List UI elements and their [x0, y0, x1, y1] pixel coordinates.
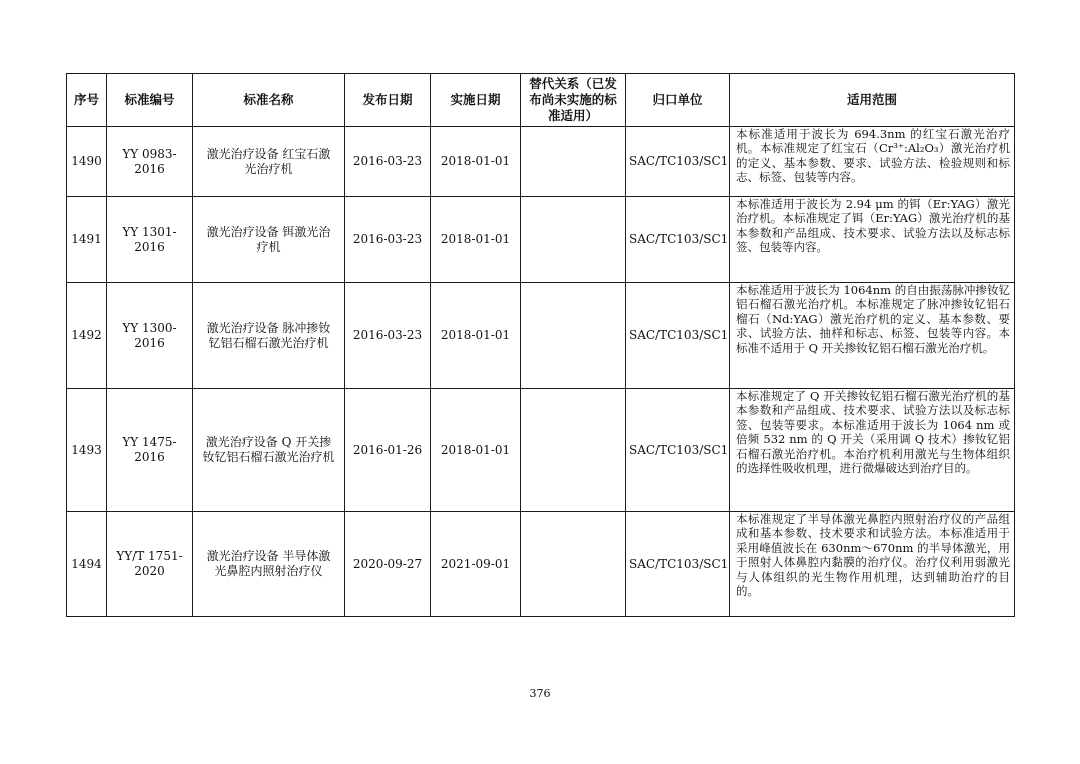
cell-scope: 本标准规定了半导体激光鼻腔内照射治疗仪的产品组成和基本参数、技术要求和试验方法。本标准适用于采用峰值波长在 630nm～670nm 的半导体激光，用于照射人体鼻腔内黏膜的治疗仪。治疗仪利用弱激光与人体组织的光生物作用机理，达到辅助治疗的目的。: [730, 512, 1015, 617]
cell-name: 激光治疗设备 脉冲掺钕钇铝石榴石激光治疗机: [193, 283, 345, 389]
table-row: [67, 283, 1015, 389]
cell-unit: SAC/TC103/SC1: [626, 389, 730, 512]
cell-effective: 2018-01-01: [431, 127, 521, 197]
cell-code: YY 1300-2016: [107, 283, 193, 389]
cell-unit: SAC/TC103/SC1: [626, 127, 730, 197]
table-row: [67, 389, 1015, 512]
cell-published: 2016-03-23: [345, 283, 431, 389]
cell-published: 2016-03-23: [345, 127, 431, 197]
cell-scope: 本标准规定了 Q 开关掺钕钇铝石榴石激光治疗机的基本参数和产品组成、技术要求、试验方法以及标志标签、包装等要求。本标准适用于波长为 1064 nm 或倍频 532 nm 的 Q 开关（采用调 Q 技术）掺钕钇铝石榴石激光治疗机。本治疗机利用激光与生物体组织的选择性吸收机理，进行微爆破达到治疗目的。: [730, 389, 1015, 512]
cell-replaces: [521, 127, 626, 197]
standards-table: [66, 73, 1015, 617]
cell-published: 2016-01-26: [345, 389, 431, 512]
table-header-row: [67, 74, 1015, 127]
cell-effective: 2018-01-01: [431, 389, 521, 512]
cell-unit: SAC/TC103/SC1: [626, 512, 730, 617]
cell-code: YY 1475-2016: [107, 389, 193, 512]
cell-code: YY/T 1751-2020: [107, 512, 193, 617]
page-number: 376: [529, 687, 551, 700]
header-unit: 归口单位: [626, 74, 730, 127]
header-name: 标准名称: [193, 74, 345, 127]
cell-seq: 1494: [67, 512, 107, 617]
cell-name: 激光治疗设备 红宝石激光治疗机: [193, 127, 345, 197]
cell-name: 激光治疗设备 Q 开关掺钕钇铝石榴石激光治疗机: [193, 389, 345, 512]
cell-seq: 1493: [67, 389, 107, 512]
table-row: [67, 197, 1015, 283]
cell-seq: 1491: [67, 197, 107, 283]
cell-seq: 1492: [67, 283, 107, 389]
cell-published: 2020-09-27: [345, 512, 431, 617]
cell-name: 激光治疗设备 半导体激光鼻腔内照射治疗仪: [193, 512, 345, 617]
header-seq: 序号: [67, 74, 107, 127]
cell-name: 激光治疗设备 铒激光治疗机: [193, 197, 345, 283]
cell-seq: 1490: [67, 127, 107, 197]
header-replaces: 替代关系（已发布尚未实施的标准适用）: [521, 74, 626, 127]
cell-replaces: [521, 389, 626, 512]
cell-effective: 2021-09-01: [431, 512, 521, 617]
cell-unit: SAC/TC103/SC1: [626, 197, 730, 283]
cell-scope: 本标准适用于波长为 1064nm 的自由振荡脉冲掺钕钇铝石榴石激光治疗机。本标准规定了脉冲掺钕钇铝石榴石（Nd:YAG）激光治疗机的定义、基本参数、要求、试验方法、抽样和标志、标签、包装等内容。本标准不适用于 Q 开关掺钕钇铝石榴石激光治疗机。: [730, 283, 1015, 389]
cell-replaces: [521, 512, 626, 617]
cell-replaces: [521, 197, 626, 283]
cell-code: YY 0983-2016: [107, 127, 193, 197]
table-row: [67, 127, 1015, 197]
table-row: [67, 512, 1015, 617]
cell-replaces: [521, 283, 626, 389]
cell-unit: SAC/TC103/SC1: [626, 283, 730, 389]
cell-effective: 2018-01-01: [431, 283, 521, 389]
cell-scope: 本标准适用于波长为 694.3nm 的红宝石激光治疗机。本标准规定了红宝石（Cr³⁺:Al₂O₃）激光治疗机的定义、基本参数、要求、试验方法、检验规则和标志、标签、包装等内容。: [730, 127, 1015, 197]
header-code: 标准编号: [107, 74, 193, 127]
cell-scope: 本标准适用于波长为 2.94 μm 的铒（Er:YAG）激光治疗机。本标准规定了铒（Er:YAG）激光治疗机的基本参数和产品组成、技术要求、试验方法以及标志标签、包装等内容。: [730, 197, 1015, 283]
header-published: 发布日期: [345, 74, 431, 127]
cell-code: YY 1301-2016: [107, 197, 193, 283]
header-effective: 实施日期: [431, 74, 521, 127]
header-scope: 适用范围: [730, 74, 1015, 127]
cell-published: 2016-03-23: [345, 197, 431, 283]
cell-effective: 2018-01-01: [431, 197, 521, 283]
